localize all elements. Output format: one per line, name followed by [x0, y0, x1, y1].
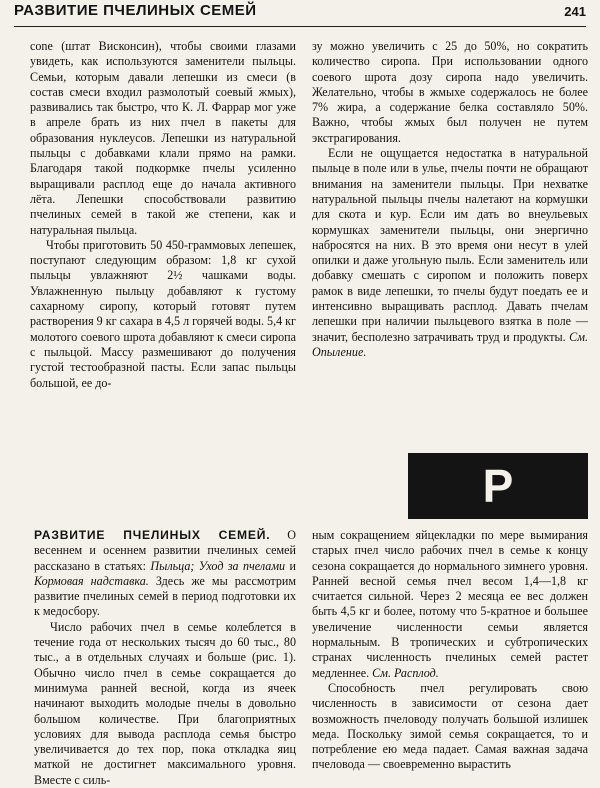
- paragraph: зу можно увеличить с 25 до 50%, но сократить количество сиропа. При использовании одного соевого шрота дозу сиропа надо увеличить. Желательно, чтобы в жмыхе содержалось не более 7% жира, а содержание белка составляло 50%. Важно, чтобы жмых был получен не путем экстрагирования.: [312, 39, 588, 145]
- paragraph-text: и: [289, 558, 296, 573]
- paragraph: Способность пчел регулировать свою численность в зависимости от сезона дает возможность пчеловоду получать большой излишек меда. Поскольку зимой семья сокращается, то и потребление ею меда падает. Самая важная задача пчеловода — своевременно вырастить: [312, 680, 588, 772]
- entry-title: РАЗВИТИЕ ПЧЕЛИНЫХ СЕМЕЙ.: [34, 528, 271, 542]
- cross-reference: Кормовая надставка.: [34, 573, 149, 588]
- entry-intro: [34, 528, 296, 620]
- top-left-column: [30, 39, 296, 391]
- paragraph: Чтобы приготовить 50 450-граммовых лепешек, поступают следующим образом: 1,8 кг сухой пыльцы увлажняют 2½ чашками воды. Увлажненную пыльцу добавляют к густому сахарному сиропу, который готовят путем растворения 9 кг сахара в 4,5 л горячей воды. 5,4 кг молотого соевого шрота добавляют к смеси сиропа с пыльцой. Массу размешивают до получения густой тестообразной пасты. Если запас пыльцы большой, ее до-: [30, 237, 297, 390]
- paragraph: Число рабочих пчел в семье колеблется в течение года от нескольких тысяч до 60 тыс., 80 тыс., а в отдельных случаях и больше (рис. 1). Обычно число пчел в семье сокращается до минимума ранней весной, когда из ячеек начинают выходить молодые пчелы в довольно большом количестве. При благоприятных условиях для вывода расплода семья быстро увеличивается до тех пор, пока откладка яиц маткой не достигнет максимального уровня. Вместе с силь-: [34, 619, 296, 787]
- section-letter-block: [408, 453, 588, 519]
- top-right-column: [312, 39, 588, 360]
- paragraph: [312, 146, 588, 360]
- paragraph: [312, 528, 588, 681]
- bottom-left-column: [34, 528, 296, 788]
- page-number: 241: [564, 4, 586, 19]
- paragraph-text: Если не ощущается недостатка в натуральной пыльце в поле или в улье, пчелы почти не обращают внимания на заменители пыльцы. При нехватке натуральной пыльцы пчелы налетают на кормушки для скота и кур. Если им дать во внеульевых кормушках заменители пыльцы, они энергично набросятся на них. В это время они несут в улей опилки и даже угольную пыль. Если заменитель или добавку смешать с сиропом и положить поверх рамок в виде лепешки, то пчелы будут поедать ее и интенсивно выращивать расплод. Давать пчелам лепешки при наличии пыльцевого взятка в поле — значит, бесполезно затрачивать труд и продукты.: [312, 146, 588, 344]
- paragraph-text: О весеннем и осеннем развитии пчелиных семей рассказано в статьях:: [34, 528, 296, 573]
- section-letter: Р: [482, 460, 514, 512]
- paragraph-text: ным сокращением яйцекладки по мере вымирания старых пчел число рабочих пчел в семье к концу сезона сокращается до нормального зимнего уровня. Ранней весной семья пчел весом 1,4—1,8 кг считается сильной. Через 2 месяца ее вес должен быть 4,5 кг и более, потому что 5-кратное и большее увеличение численности семьи является нормальным. В тропических и субтропических странах численность пчелиных семей растет медленнее.: [312, 528, 588, 680]
- cross-reference: См. Расплод.: [372, 665, 439, 680]
- paragraph: сone (штат Висконсин), чтобы своими глазами увидеть, как используются заменители пыльцы. Семьи, которым давали лепешки из смеси (в состав смеси входил размолотый соевый жмых), развивались так быстро, что К. Л. Фаррар мог уже в апреле брать из них пчел в пакеты для образования нуклеусов. Лепешки из натуральной пыльцы с добавками клали прямо на рамки. Благодаря такой подкормке пчелы усиленно выращивали расплод еще до начала активного лёта. Лепешки способствовали развитию пчелиных семей в такой же степени, как и натуральная пыльца.: [30, 39, 296, 237]
- page-header: [14, 2, 586, 27]
- cross-reference: См. Опыление.: [312, 329, 588, 359]
- paragraph-text: Здесь же мы рассмотрим развитие пчелиных семей в период подготовки их к медосбору.: [34, 573, 297, 619]
- running-head: РАЗВИТИЕ ПЧЕЛИНЫХ СЕМЕЙ: [14, 2, 257, 19]
- bottom-right-column: [312, 528, 588, 773]
- cross-reference: Пыльца; Уход за пчелами: [150, 558, 286, 573]
